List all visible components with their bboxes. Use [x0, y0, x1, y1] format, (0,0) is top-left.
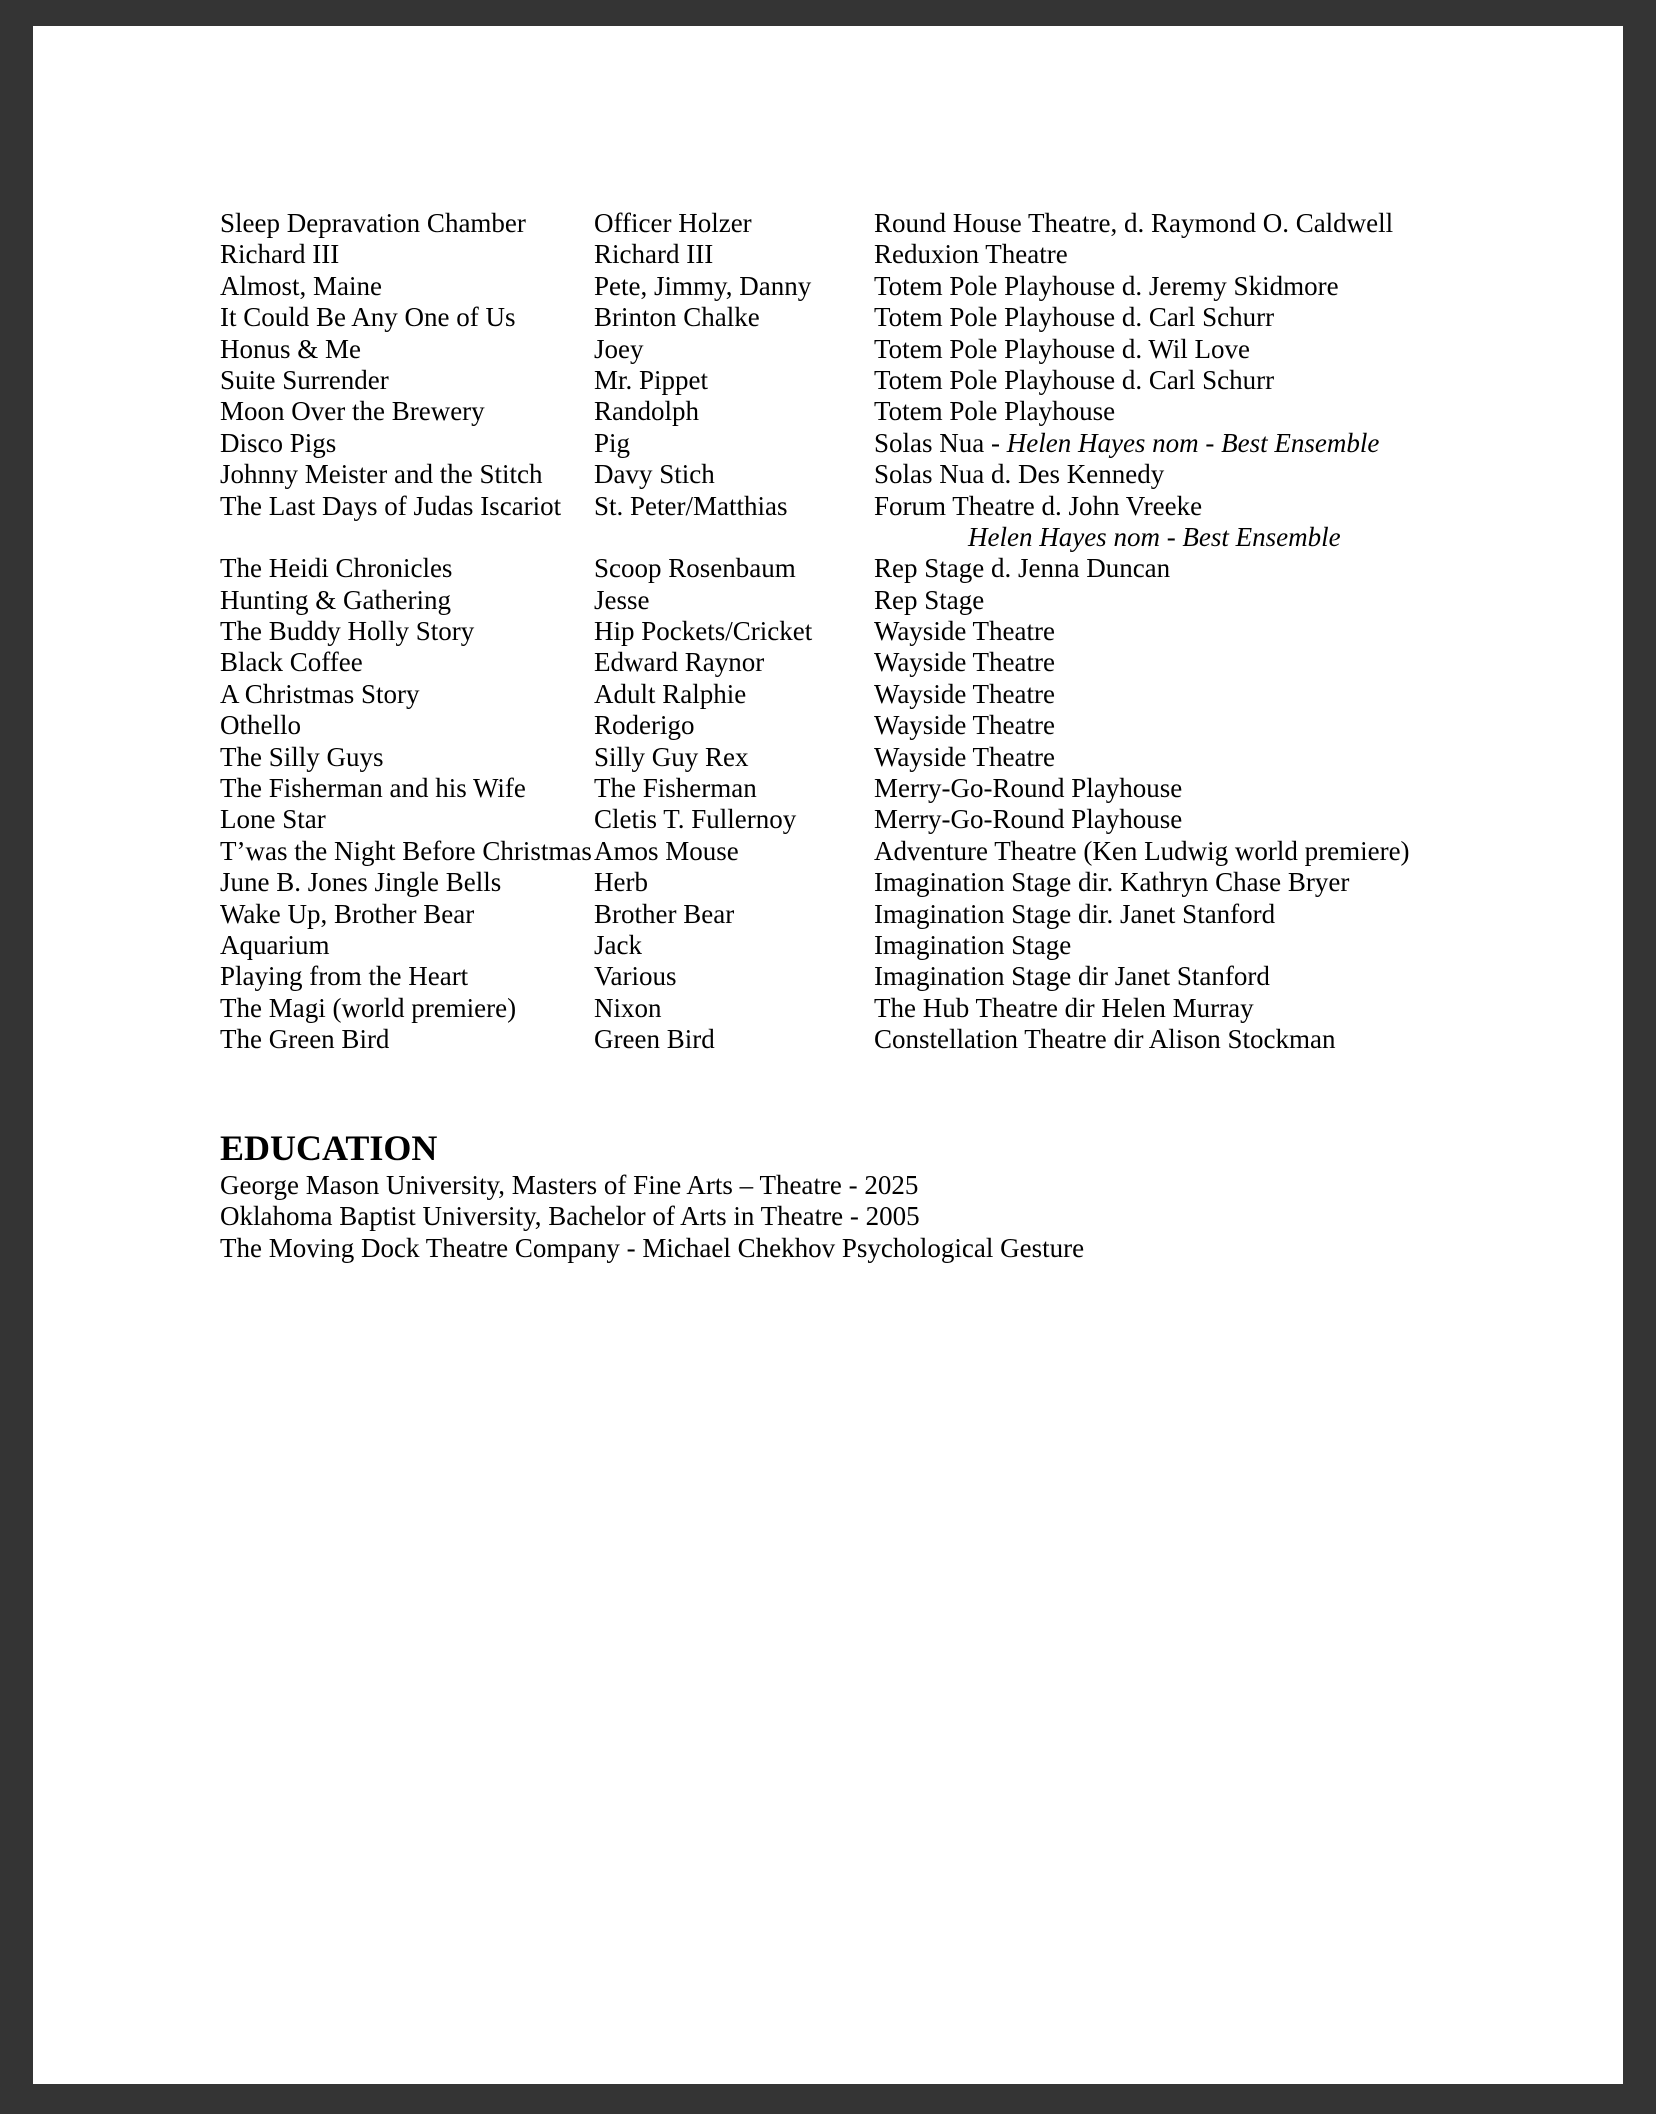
credit-show: The Last Days of Judas Iscariot	[220, 490, 562, 521]
credit-role: Jesse	[594, 584, 650, 615]
credit-venue: Totem Pole Playhouse d. Wil Love	[874, 333, 1250, 364]
credit-show: Almost, Maine	[220, 270, 382, 301]
credit-show: Johnny Meister and the Stitch	[220, 459, 543, 490]
credit-role: Herb	[594, 867, 648, 898]
credit-venue: The Hub Theatre dir Helen Murray	[874, 992, 1254, 1023]
credit-venue: Totem Pole Playhouse d. Carl Schurr	[874, 302, 1275, 333]
credit-role: Silly Guy Rex	[594, 741, 749, 772]
education-entry: George Mason University, Masters of Fine Arts – Theatre - 2025	[220, 1170, 919, 1200]
credit-show: The Buddy Holly Story	[220, 616, 475, 647]
credit-role: Davy Stich	[594, 459, 715, 490]
credit-role: Brinton Chalke	[594, 302, 760, 333]
award-note: - Helen Hayes nom - Best Ensemble	[984, 427, 1380, 458]
credit-venue: Imagination Stage dir. Janet Stanford	[874, 898, 1276, 929]
credit-venue: Constellation Theatre dir Alison Stockman	[874, 1024, 1336, 1055]
credit-show: The Heidi Chronicles	[220, 553, 453, 584]
resume-page	[33, 26, 1623, 2084]
credit-venue: Reduxion Theatre	[874, 239, 1068, 270]
credit-venue: Adventure Theatre (Ken Ludwig world premiere)	[874, 835, 1410, 866]
credit-venue: Imagination Stage dir. Kathryn Chase Bryer	[874, 867, 1350, 898]
credit-venue: Wayside Theatre	[874, 741, 1055, 772]
credit-role: Various	[594, 961, 677, 992]
credit-venue: Imagination Stage dir Janet Stanford	[874, 961, 1270, 992]
credit-role: Jack	[594, 929, 642, 960]
credit-show: Wake Up, Brother Bear	[220, 898, 475, 929]
credit-venue: Wayside Theatre	[874, 678, 1055, 709]
credit-venue: Forum Theatre d. John Vreeke	[874, 490, 1203, 521]
credit-role: Nixon	[594, 992, 662, 1023]
credit-show: Moon Over the Brewery	[220, 396, 485, 427]
credit-role: Brother Bear	[594, 898, 735, 929]
credit-role: Green Bird	[594, 1024, 715, 1055]
credit-show: Lone Star	[220, 804, 326, 835]
credit-venue: Wayside Theatre	[874, 616, 1055, 647]
credit-role: Richard III	[594, 239, 714, 270]
credit-venue: Imagination Stage	[874, 929, 1072, 960]
credit-show: Hunting & Gathering	[220, 584, 451, 615]
credit-show: Disco Pigs	[220, 427, 337, 458]
credit-role: Amos Mouse	[594, 835, 739, 866]
credit-venue: Round House Theatre, d. Raymond O. Caldwell	[874, 208, 1394, 238]
credit-show: Othello	[220, 710, 301, 741]
credit-venue: Totem Pole Playhouse d. Carl Schurr	[874, 364, 1275, 395]
credit-role: St. Peter/Matthias	[594, 490, 788, 521]
credit-role: Pete, Jimmy, Danny	[594, 270, 812, 301]
credit-venue: Wayside Theatre	[874, 647, 1055, 678]
credit-show: Aquarium	[220, 929, 330, 960]
credit-role: Officer Holzer	[594, 208, 752, 238]
credit-venue: Merry-Go-Round Playhouse	[874, 804, 1183, 835]
credit-venue: Totem Pole Playhouse	[874, 396, 1116, 427]
credit-show: The Silly Guys	[220, 741, 384, 772]
credit-role: Joey	[594, 333, 644, 364]
credit-show: The Magi (world premiere)	[220, 992, 517, 1023]
credit-venue: Merry-Go-Round Playhouse	[874, 773, 1183, 804]
credit-show: Suite Surrender	[220, 364, 389, 395]
credit-show: Honus & Me	[220, 333, 361, 364]
credit-show: The Green Bird	[220, 1024, 390, 1055]
education-heading: EDUCATION	[220, 1128, 438, 1168]
credit-role: Pig	[594, 427, 631, 458]
credit-venue: Solas Nua	[874, 427, 985, 458]
credit-show: Sleep Depravation Chamber	[220, 208, 526, 238]
credit-role: Mr. Pippet	[594, 364, 709, 395]
credit-venue-with-note	[874, 428, 1379, 459]
credit-show: T’was the Night Before Christmas	[220, 835, 592, 866]
credit-venue: Solas Nua d. Des Kennedy	[874, 459, 1165, 490]
credit-role: Hip Pockets/Cricket	[594, 616, 813, 647]
credit-role: Edward Raynor	[594, 647, 765, 678]
credit-show: It Could Be Any One of Us	[220, 302, 516, 333]
credit-role: Adult Ralphie	[594, 678, 747, 709]
credit-show: A Christmas Story	[220, 678, 420, 709]
credit-venue: Rep Stage	[874, 584, 985, 615]
education-entry: The Moving Dock Theatre Company - Michael Chekhov Psychological Gesture	[220, 1232, 1085, 1263]
credit-role: Roderigo	[594, 710, 695, 741]
credit-show: The Fisherman and his Wife	[220, 773, 526, 804]
credit-show: Playing from the Heart	[220, 961, 469, 992]
credit-venue: Totem Pole Playhouse d. Jeremy Skidmore	[874, 270, 1339, 301]
credit-role: Cletis T. Fullernoy	[594, 804, 797, 835]
credit-role: The Fisherman	[594, 773, 757, 804]
credit-role: Scoop Rosenbaum	[594, 553, 796, 584]
education-section	[220, 1128, 1084, 1264]
credit-venue: Rep Stage d. Jenna Duncan	[874, 553, 1171, 584]
credit-show: Richard III	[220, 239, 340, 270]
credit-show: Black Coffee	[220, 647, 363, 678]
credit-show: June B. Jones Jingle Bells	[220, 867, 502, 898]
credit-venue: Wayside Theatre	[874, 710, 1055, 741]
award-note: Helen Hayes nom - Best Ensemble	[968, 521, 1341, 552]
education-entry: Oklahoma Baptist University, Bachelor of Arts in Theatre - 2005	[220, 1201, 920, 1232]
credit-role: Randolph	[594, 396, 699, 427]
